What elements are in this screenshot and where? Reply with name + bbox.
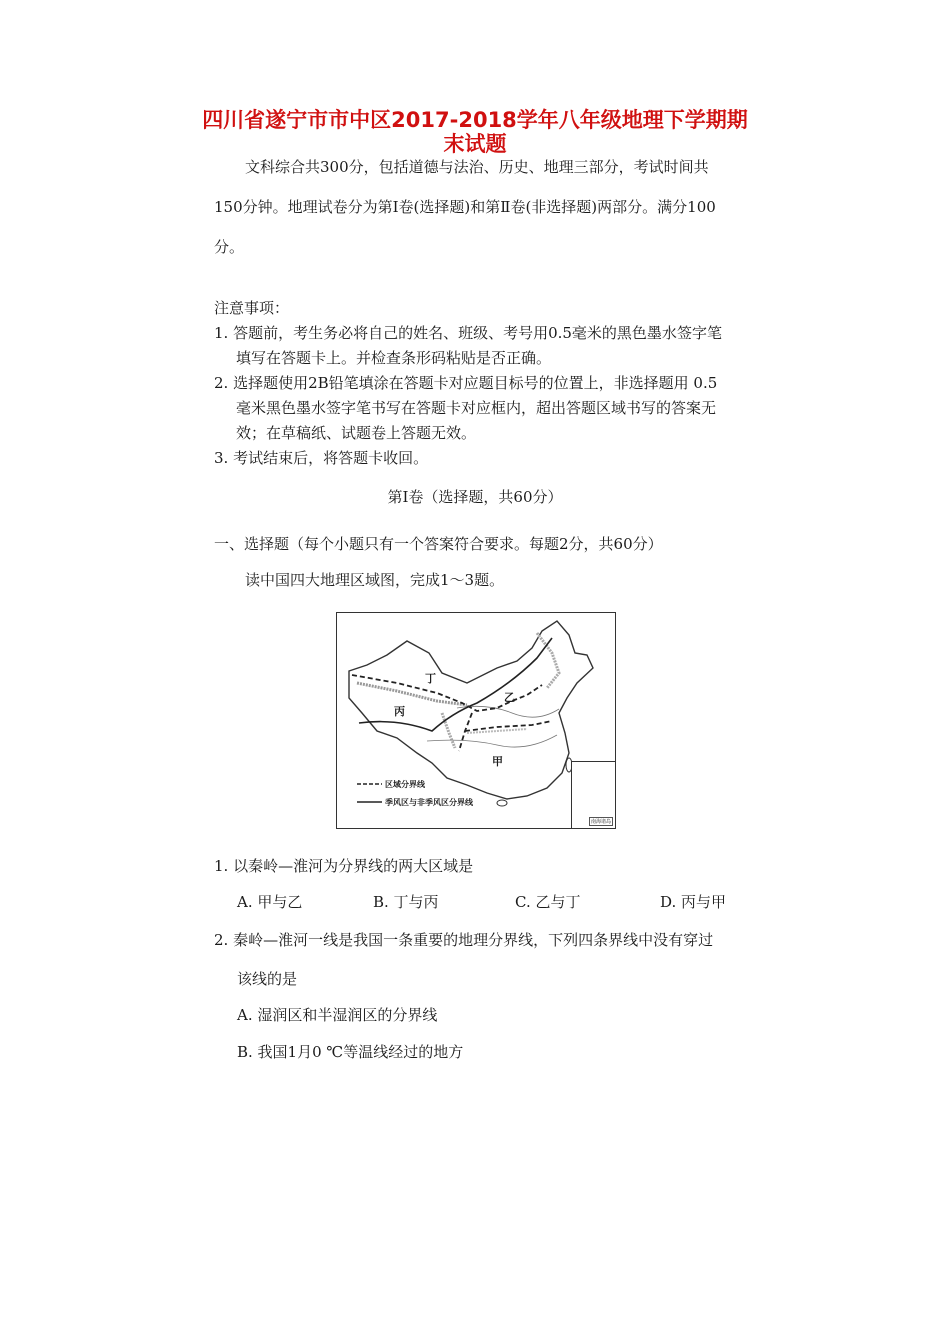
map-label-jia: 甲 [492,755,503,768]
section-title: 第Ⅰ卷（选择题，共60分） [387,488,563,506]
q1-option-a: A. 甲与乙 [237,893,303,911]
intro-line-2: 150分钟。地理试卷分为第Ⅰ卷(选择题)和第Ⅱ卷(非选择题)两部分。满分100 [214,198,716,216]
note-1-line-2: 填写在答题卡上。并检查条形码粘贴是否正确。 [236,349,552,367]
q2-option-a: A. 湿润区和半湿润区的分界线 [237,1006,438,1024]
legend-monsoon-boundary: 季风区与非季风区分界线 [385,798,473,807]
note-3: 3. 考试结束后，将答题卡收回。 [214,449,429,467]
q2-stem-line-2: 该线的是 [237,970,298,988]
legend-region-boundary: 区域分界线 [385,780,425,789]
south-china-sea-inset [571,761,615,828]
note-2-line-3: 效；在草稿纸、试题卷上答题无效。 [236,424,477,442]
notes-heading: 注意事项： [214,299,290,317]
q1-option-d: D. 丙与甲 [660,893,727,911]
q1-option-b: B. 丁与丙 [373,893,439,911]
intro-line-1: 文科综合共300分，包括道德与法治、历史、地理三部分，考试时间共 [245,158,709,176]
map-label-bing: 丙 [394,705,405,718]
note-1-line-1: 1. 答题前，考生务必将自己的姓名、班级、考号用0.5毫米的黑色墨水签字笔 [214,324,722,342]
doc-title-line1: 四川省遂宁市市中区2017-2018学年八年级地理下学期期 [202,108,748,132]
map-label-ding: 丁 [425,672,436,685]
inset-label: 南海诸岛 [590,819,611,825]
part-heading: 一、选择题（每个小题只有一个答案符合要求。每题2分，共60分） [214,535,663,553]
note-2-line-2: 毫米黑色墨水签字笔书写在答题卡对应框内，超出答题区域书写的答案无 [236,399,717,417]
note-2-line-1: 2. 选择题使用2B铅笔填涂在答题卡对应题目标号的位置上，非选择题用 0.5 [214,374,718,392]
q2-stem-line-1: 2. 秦岭—淮河一线是我国一条重要的地理分界线，下列四条界线中没有穿过 [214,931,714,949]
q1-stem: 1. 以秦岭—淮河为分界线的两大区域是 [214,857,474,875]
doc-title-line2: 末试题 [443,132,507,156]
china-regions-map [336,612,616,829]
map-instruction: 读中国四大地理区域图，完成1～3题。 [245,571,505,589]
q1-option-c: C. 乙与丁 [515,893,581,911]
map-label-yi: 乙 [504,691,515,704]
intro-line-3: 分。 [214,238,245,256]
q2-option-b: B. 我国1月0 ℃等温线经过的地方 [237,1043,464,1061]
